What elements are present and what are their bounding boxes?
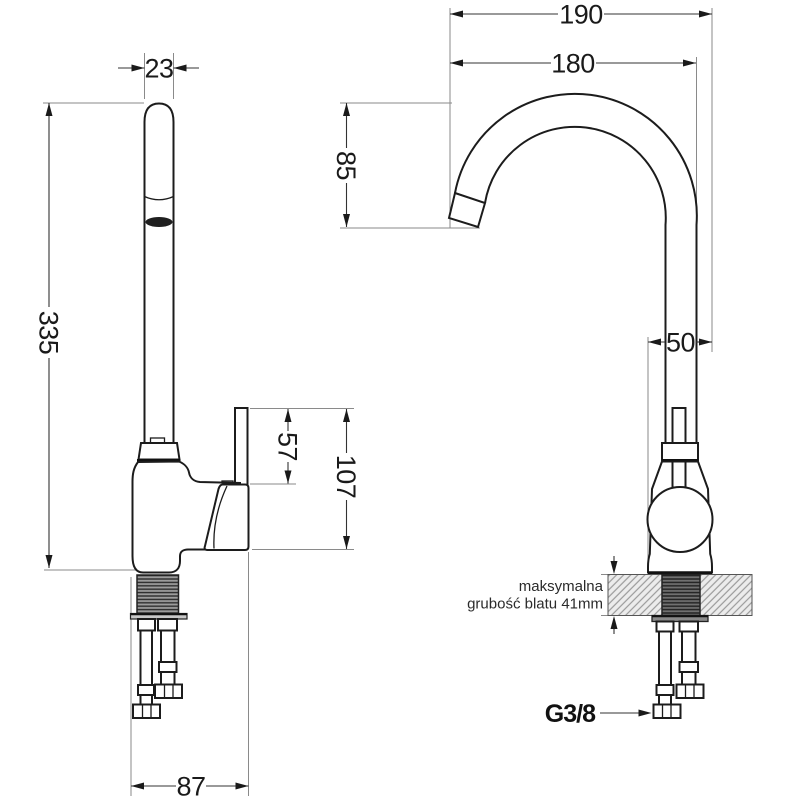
dim-label-190: 190	[559, 0, 603, 30]
dimension-50	[648, 328, 712, 358]
front-lever-lower	[673, 462, 686, 488]
dimension-23	[118, 54, 199, 84]
arrowhead	[285, 409, 292, 422]
hose-nut	[133, 705, 160, 719]
thread-size-callout	[545, 700, 652, 728]
arrowhead	[236, 783, 249, 790]
dimension-57	[273, 409, 303, 484]
front-spout-outer-arc	[455, 94, 697, 443]
arrowhead	[450, 60, 463, 67]
side-lever	[235, 408, 248, 485]
dim-label-23: 23	[144, 53, 174, 84]
arrowhead	[343, 536, 350, 549]
hose-collar	[158, 619, 177, 631]
front-collar	[662, 443, 698, 460]
hose-joint	[138, 685, 154, 695]
dimension-87	[131, 772, 249, 800]
front-spout-inner-arc	[485, 127, 666, 443]
hose-tube	[161, 631, 175, 663]
hose-nut	[155, 685, 182, 699]
hose-nut	[654, 705, 681, 719]
side-hose-left	[133, 619, 160, 718]
counter-thickness-indicator	[467, 556, 617, 634]
front-hose-right	[677, 622, 704, 699]
dim-label-57: 57	[272, 431, 303, 462]
hose-tube	[682, 672, 696, 685]
side-aerator	[146, 217, 173, 227]
dim-label-335: 335	[33, 310, 64, 355]
hose-collar	[657, 622, 674, 632]
hose-tube	[161, 672, 175, 685]
dimension-335	[34, 103, 64, 568]
arrowhead	[611, 616, 618, 629]
thread-size-label: G3/8	[544, 700, 595, 728]
front-threaded-shank	[662, 575, 700, 616]
arrowhead	[174, 65, 187, 72]
side-view	[131, 104, 249, 719]
front-hose-left	[654, 622, 681, 719]
front-body-bezel	[648, 487, 713, 552]
hose-tube	[682, 632, 696, 663]
front-spout-tip	[449, 193, 485, 227]
arrowhead	[343, 409, 350, 422]
dimension-180	[450, 49, 696, 79]
side-spout-tube	[145, 104, 174, 444]
side-collar	[139, 443, 180, 460]
arrowhead	[46, 555, 53, 568]
dimension-107	[331, 409, 361, 549]
hose-nut	[677, 685, 704, 699]
dim-label-50: 50	[665, 327, 696, 358]
arrowhead	[450, 11, 463, 18]
dim-label-87: 87	[176, 771, 206, 800]
arrowhead	[683, 60, 696, 67]
arrowhead	[648, 339, 661, 346]
dimension-85	[331, 103, 361, 227]
arrowhead	[46, 103, 53, 116]
front-lever	[673, 408, 686, 444]
arrowhead	[343, 214, 350, 227]
hose-collar	[138, 619, 155, 631]
hose-joint	[680, 662, 699, 672]
arrowhead	[699, 339, 712, 346]
counter-note-line2: grubość blatu 41mm	[467, 595, 603, 613]
hose-joint	[657, 685, 674, 695]
arrowhead	[611, 561, 618, 574]
side-threaded-shank	[137, 575, 179, 614]
counter-note-line1: maksymalna	[518, 578, 603, 595]
dim-label-107: 107	[331, 454, 361, 499]
front-view	[449, 94, 752, 718]
arrowhead	[131, 783, 144, 790]
arrowhead	[132, 65, 145, 72]
hose-tube	[141, 695, 153, 705]
hose-tube	[659, 632, 671, 686]
dim-label-85: 85	[331, 150, 361, 181]
arrowhead	[699, 11, 712, 18]
arrowhead	[639, 710, 652, 717]
dim-label-180: 180	[551, 48, 595, 79]
hose-collar	[680, 622, 699, 632]
side-hose-right	[155, 619, 182, 698]
dimension-190	[450, 0, 712, 30]
hose-tube	[659, 695, 671, 705]
hose-joint	[159, 662, 177, 672]
arrowhead	[285, 471, 292, 484]
hose-tube	[141, 631, 153, 686]
arrowhead	[343, 103, 350, 116]
